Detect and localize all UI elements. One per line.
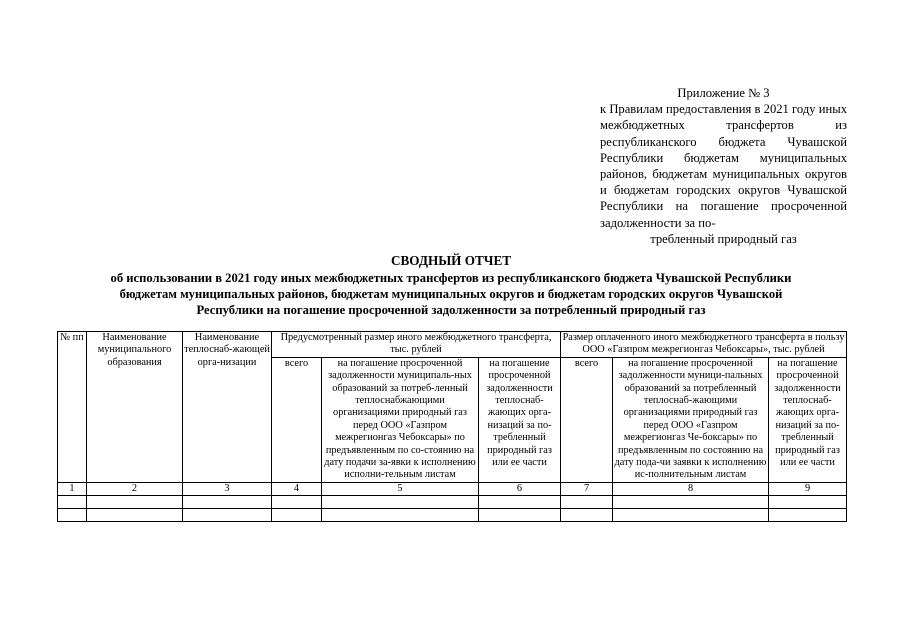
empty-cell — [272, 495, 322, 508]
empty-cell — [479, 495, 561, 508]
empty-cell — [561, 495, 613, 508]
header-paid-heat-debt: на погашение просроченной задолженности теплоснаб-жающих орга-низаций за по-требленный природный газ или ее части — [769, 357, 847, 482]
report-title: СВОДНЫЙ ОТЧЕТ — [390, 253, 512, 268]
empty-cell — [58, 508, 87, 521]
table-header-row-1 — [58, 332, 847, 358]
column-number: 3 — [183, 482, 272, 495]
header-planned-total: всего — [272, 357, 322, 482]
empty-cell — [58, 495, 87, 508]
empty-cell — [322, 508, 479, 521]
report-subtitle-line-3: Республики на погашение просроченной задолженности за потребленный природный газ — [196, 303, 706, 317]
empty-cell — [613, 508, 769, 521]
empty-cell — [272, 508, 322, 521]
header-paid-total: всего — [561, 357, 613, 482]
table-row-empty — [58, 495, 847, 508]
header-municipality: Наименование муниципального образования — [87, 332, 183, 483]
empty-cell — [87, 508, 183, 521]
empty-cell — [769, 508, 847, 521]
header-planned-municipal-debt: на погашение просроченной задолженности муниципаль-ных образований за потреб-ленный теплоснабжающими организациями природный газ перед ООО «Газпром межрегионгаз Чебоксары» по предъявленным по со-стоянию на дату подачи за-явки к исполнению исполни-тельным листам — [322, 357, 479, 482]
table-row-empty — [58, 508, 847, 521]
column-number: 2 — [87, 482, 183, 495]
empty-cell — [183, 508, 272, 521]
header-planned-heat-debt: на погашение просроченной задолженности теплоснаб-жающих орга-низаций за по-требленный природный газ или ее части — [479, 357, 561, 482]
appendix-title: Приложение № 3 — [677, 86, 770, 100]
report-heading — [56, 253, 846, 318]
report-table — [57, 331, 847, 522]
column-number: 7 — [561, 482, 613, 495]
column-number: 9 — [769, 482, 847, 495]
report-subtitle-line-2: бюджетам муниципальных районов, бюджетам муниципальных округов и бюджетам городских округов Чувашской — [119, 287, 783, 301]
header-paid-transfer: Размер оплаченного иного межбюджетного трансферта в пользу ООО «Газпром межрегионгаз Чебоксары», тыс. рублей — [561, 332, 847, 358]
empty-cell — [87, 495, 183, 508]
column-number: 4 — [272, 482, 322, 495]
appendix-text-last-line: требленный природный газ — [650, 231, 797, 246]
column-number: 5 — [322, 482, 479, 495]
header-planned-transfer: Предусмотренный размер иного межбюджетного трансферта, тыс. рублей — [272, 332, 561, 358]
empty-cell — [479, 508, 561, 521]
header-heat-supply-org: Наименование теплоснаб-жающей орга-низации — [183, 332, 272, 483]
empty-cell — [613, 495, 769, 508]
column-number: 1 — [58, 482, 87, 495]
column-number: 8 — [613, 482, 769, 495]
empty-cell — [322, 495, 479, 508]
empty-cell — [561, 508, 613, 521]
appendix-block — [600, 85, 847, 247]
header-paid-municipal-debt: на погашение просроченной задолженности муници-пальных образований за потребленный теплоснаб-жающими организациями природный газ перед ООО «Газпром межрегионгаз Че-боксары» по предъявленным по состоянию на дату пода-чи заявки к исполнению ис-полнительным листам — [613, 357, 769, 482]
empty-cell — [183, 495, 272, 508]
report-subtitle-line-1: об использовании в 2021 году иных межбюджетных трансфертов из республиканского бюджета Чувашской Республики — [110, 271, 792, 285]
column-numbers-row — [58, 482, 847, 495]
empty-cell — [769, 495, 847, 508]
header-number: № пп — [58, 332, 87, 483]
appendix-text: к Правилам предоставления в 2021 году иных межбюджетных трансфертов из республиканского бюджета Чувашской Республики бюджетам муниципальных районов, бюджетам муниципальных округов и бюджетам городских округов Чувашской Республики на погашение просроченной задолженности за по- — [600, 102, 847, 230]
column-number: 6 — [479, 482, 561, 495]
